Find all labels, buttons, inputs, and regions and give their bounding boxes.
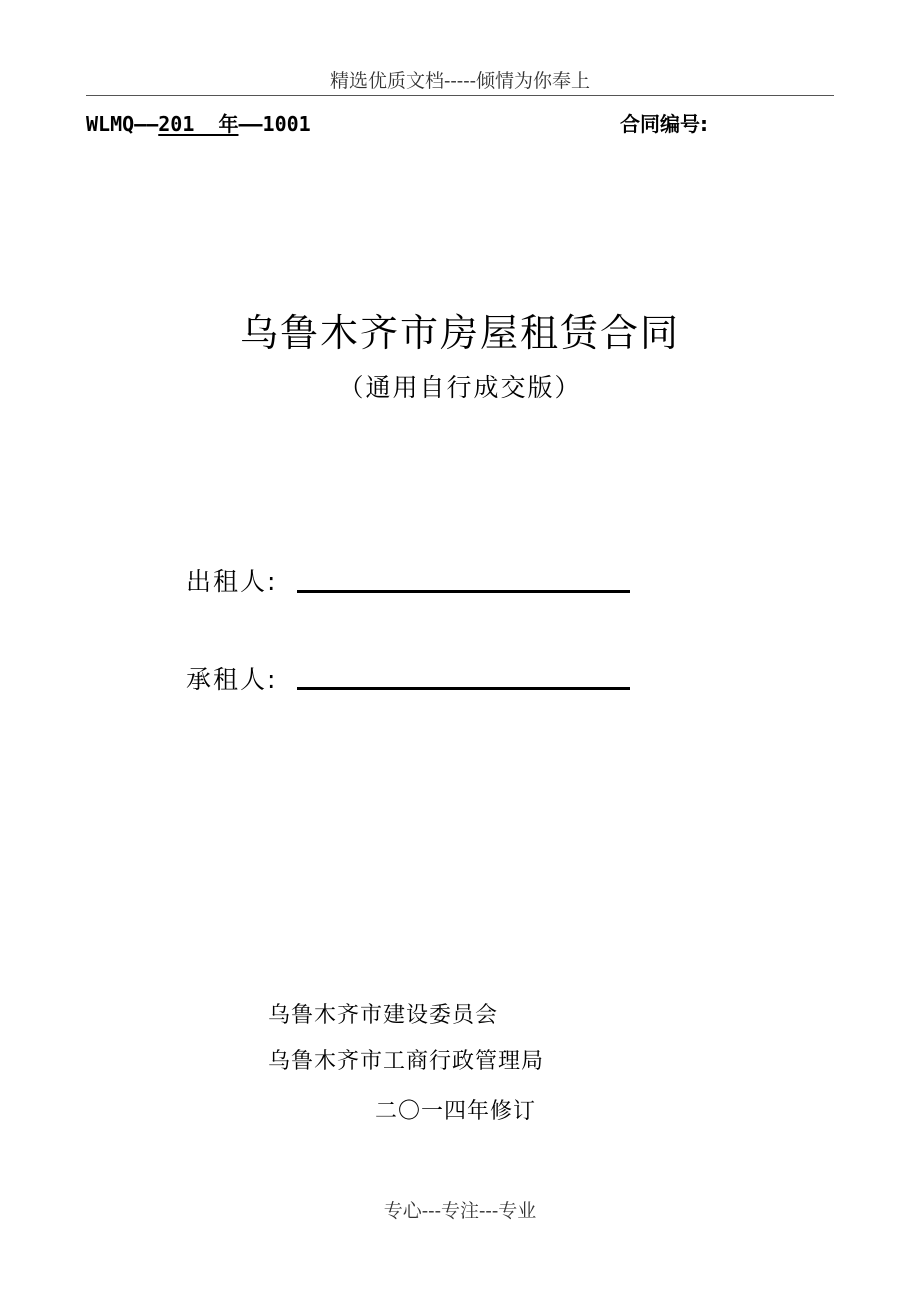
issuer-business-administration: 乌鲁木齐市工商行政管理局 <box>268 1049 545 1074</box>
code-prefix: WLMQ—— <box>86 112 159 136</box>
code-suffix: ——1001 <box>238 112 311 136</box>
page-header-note: 精选优质文档-----倾情为你奉上 <box>329 70 591 92</box>
lessor-blank-line <box>297 590 630 593</box>
issuer-construction-committee: 乌鲁木齐市建设委员会 <box>268 1003 499 1028</box>
header-divider <box>86 95 834 96</box>
document-subtitle: （通用自行成交版） <box>338 373 582 402</box>
document-title: 乌鲁木齐市房屋租赁合同 <box>239 311 680 355</box>
lessor-label: 出租人: <box>186 567 278 596</box>
lessee-blank-line <box>297 687 630 690</box>
revision-year: 二〇一四年修订 <box>375 1099 537 1124</box>
page-footer-note: 专心---专注---专业 <box>383 1200 537 1222</box>
contract-number-label: 合同编号: <box>620 112 708 136</box>
lessee-label: 承租人: <box>186 665 278 694</box>
code-year: 201 年 <box>158 112 239 136</box>
document-code <box>86 108 311 137</box>
